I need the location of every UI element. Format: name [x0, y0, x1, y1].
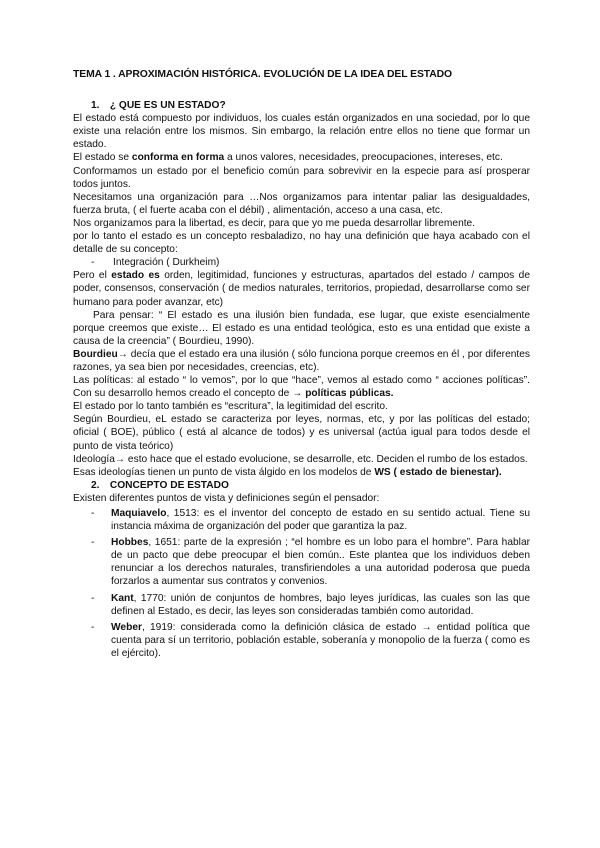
bold-text: conforma en forma [131, 152, 225, 164]
list-item [73, 256, 530, 269]
paragraph: Necesitamos una organización para …Nos organizamos para intentar paliar las desigualdades, fuerza bruta, ( el fuerte acaba con el débil) , alimentación, acceso a una casa, etc. [73, 191, 530, 216]
text-run: , 1651: parte de la expresión ; “el hombre es un lobo para el hombre”. Para hablar de un pacto que debe preocupar el bien común.. Este plantea que los individuos deben renunciar a los derechos naturales, transfiriendoles a una autoridad poderosa que pueda forzarlos a aumentar sus contratos y convenios. [111, 537, 530, 588]
text-run: , 1770: unión de conjuntos de hombres, bajo leyes jurídicas, las cuales son las que definen al Estado, es decir, las leyes son consideradas también como autoridad. [111, 592, 530, 617]
section-number: 2. [91, 479, 100, 491]
paragraph: Existen diferentes puntos de vista y definiciones según el pensador: [73, 492, 380, 504]
list-item [73, 592, 530, 618]
dash-bullet: - [91, 537, 95, 549]
document-title: TEMA 1 . APROXIMACIÓN HISTÓRICA. EVOLUCIÓN DE LA IDEA DEL ESTADO [73, 69, 453, 80]
list-item [73, 536, 530, 588]
bold-text: Hobbes [111, 537, 149, 549]
bold-text: Weber [111, 621, 142, 633]
text-run: orden, legitimidad, funciones y estructuras, apartados del estado / campos de poder, consensos, conservación ( de medios naturales, territorios, propiedad, desarrollarse como ser humano para poder avanzar, etc) [73, 270, 530, 308]
paragraph: Nos organizamos para la libertad, es decir, para que yo me pueda desarrollar libremente. [73, 217, 476, 229]
text-run: Pero el [73, 270, 112, 282]
text-run: El estado se [73, 152, 132, 164]
thinkers-list [73, 507, 530, 660]
document-page [73, 68, 530, 663]
bold-text: WS ( estado de bienestar). [374, 466, 502, 478]
text-run: , 1513: es el inventor del concepto de estado en su sentido actual. Tiene su instancia máxima de organización del poder que garantiza la paz. [111, 508, 530, 533]
paragraph [73, 348, 530, 374]
bold-text: Maquiavelo [111, 508, 167, 519]
list-item [73, 507, 530, 533]
list-item-text [111, 592, 530, 618]
paragraph [73, 466, 530, 479]
paragraph: Ideología→ esto hace que el estado evolucione, se desarrolle, etc. Deciden el rumbo de los estados. [73, 453, 528, 465]
paragraph: Conformamos un estado por el beneficio común para sobrevivir en la especie para así prosperar todos juntos. [73, 165, 530, 190]
paragraph [73, 151, 530, 164]
text-run: → decía que el estado era una ilusión ( sólo funciona porque creemos en él , por diferentes razones, ya sea bien por necesidades, creencias, etc). [73, 348, 530, 373]
paragraph: Según Bourdieu, eL estado se caracteriza por leyes, normas, etc, y por las políticas del estado; oficial ( BOE), público ( está al alcance de todos) y es universal (actúa igual para todos desde el punto de vista teórico) [73, 414, 530, 452]
section-heading-1 [73, 99, 530, 112]
quote-paragraph: Para pensar: “ El estado es una ilusión bien fundada, ese lugar, que existe esencialmente porque creemos que existe… El estado es una entidad teológica, esto es una entidad que existe a causa de la creencia” ( Bourdieu, 1990). [73, 309, 530, 347]
list-item-text: Integración ( Durkheim) [113, 257, 220, 269]
bold-text: estado es [111, 270, 160, 282]
bold-text: políticas públicas. [305, 388, 394, 400]
text-run: a unos valores, necesidades, preocupaciones, intereses, etc. [224, 152, 503, 164]
list-item [73, 621, 530, 660]
paragraph: El estado por lo tanto también es “escritura”, la legitimidad del escrito. [73, 401, 388, 413]
paragraph: El estado está compuesto por individuos, los cuales están organizados en una sociedad, por lo que existe una relación entre los mismos. Sin embargo, la relación entre ellos no tiene que formar un estado. [73, 113, 530, 151]
section-title: ¿ QUE ES UN ESTADO? [109, 100, 226, 112]
section-number: 1. [91, 100, 100, 112]
bold-text: Kant [111, 592, 134, 604]
dash-bullet: - [91, 257, 95, 269]
section-heading-2 [73, 479, 530, 492]
text-run: Las políticas: al estado “ lo vemos”, por lo que “hace”, vemos al estado como “ acciones políticas”. Con su desarrollo hemos creado el concepto de → [73, 375, 530, 400]
dash-bullet: - [91, 621, 95, 633]
text-run: Esas ideologías tienen un punto de vista álgido en los modelos de [73, 466, 375, 478]
paragraph [73, 374, 530, 400]
list-item-text [111, 507, 530, 533]
dash-bullet: - [91, 592, 95, 604]
dash-bullet: - [91, 508, 95, 519]
section-title: CONCEPTO DE ESTADO [109, 479, 229, 491]
text-run: , 1919: considerada como la definición clásica de estado → entidad política que cuenta para sí un territorio, población estable, soberanía y monopolio de la fuerza ( como es el ejército). [111, 621, 530, 659]
paragraph: por lo tanto el estado es un concepto resbaladizo, no hay una definición que haya acabado con el detalle de su concepto: [73, 231, 530, 256]
list-item-text [111, 621, 530, 660]
bold-text: Bourdieu [73, 348, 118, 360]
paragraph [73, 269, 530, 308]
list-item-text [111, 536, 530, 588]
